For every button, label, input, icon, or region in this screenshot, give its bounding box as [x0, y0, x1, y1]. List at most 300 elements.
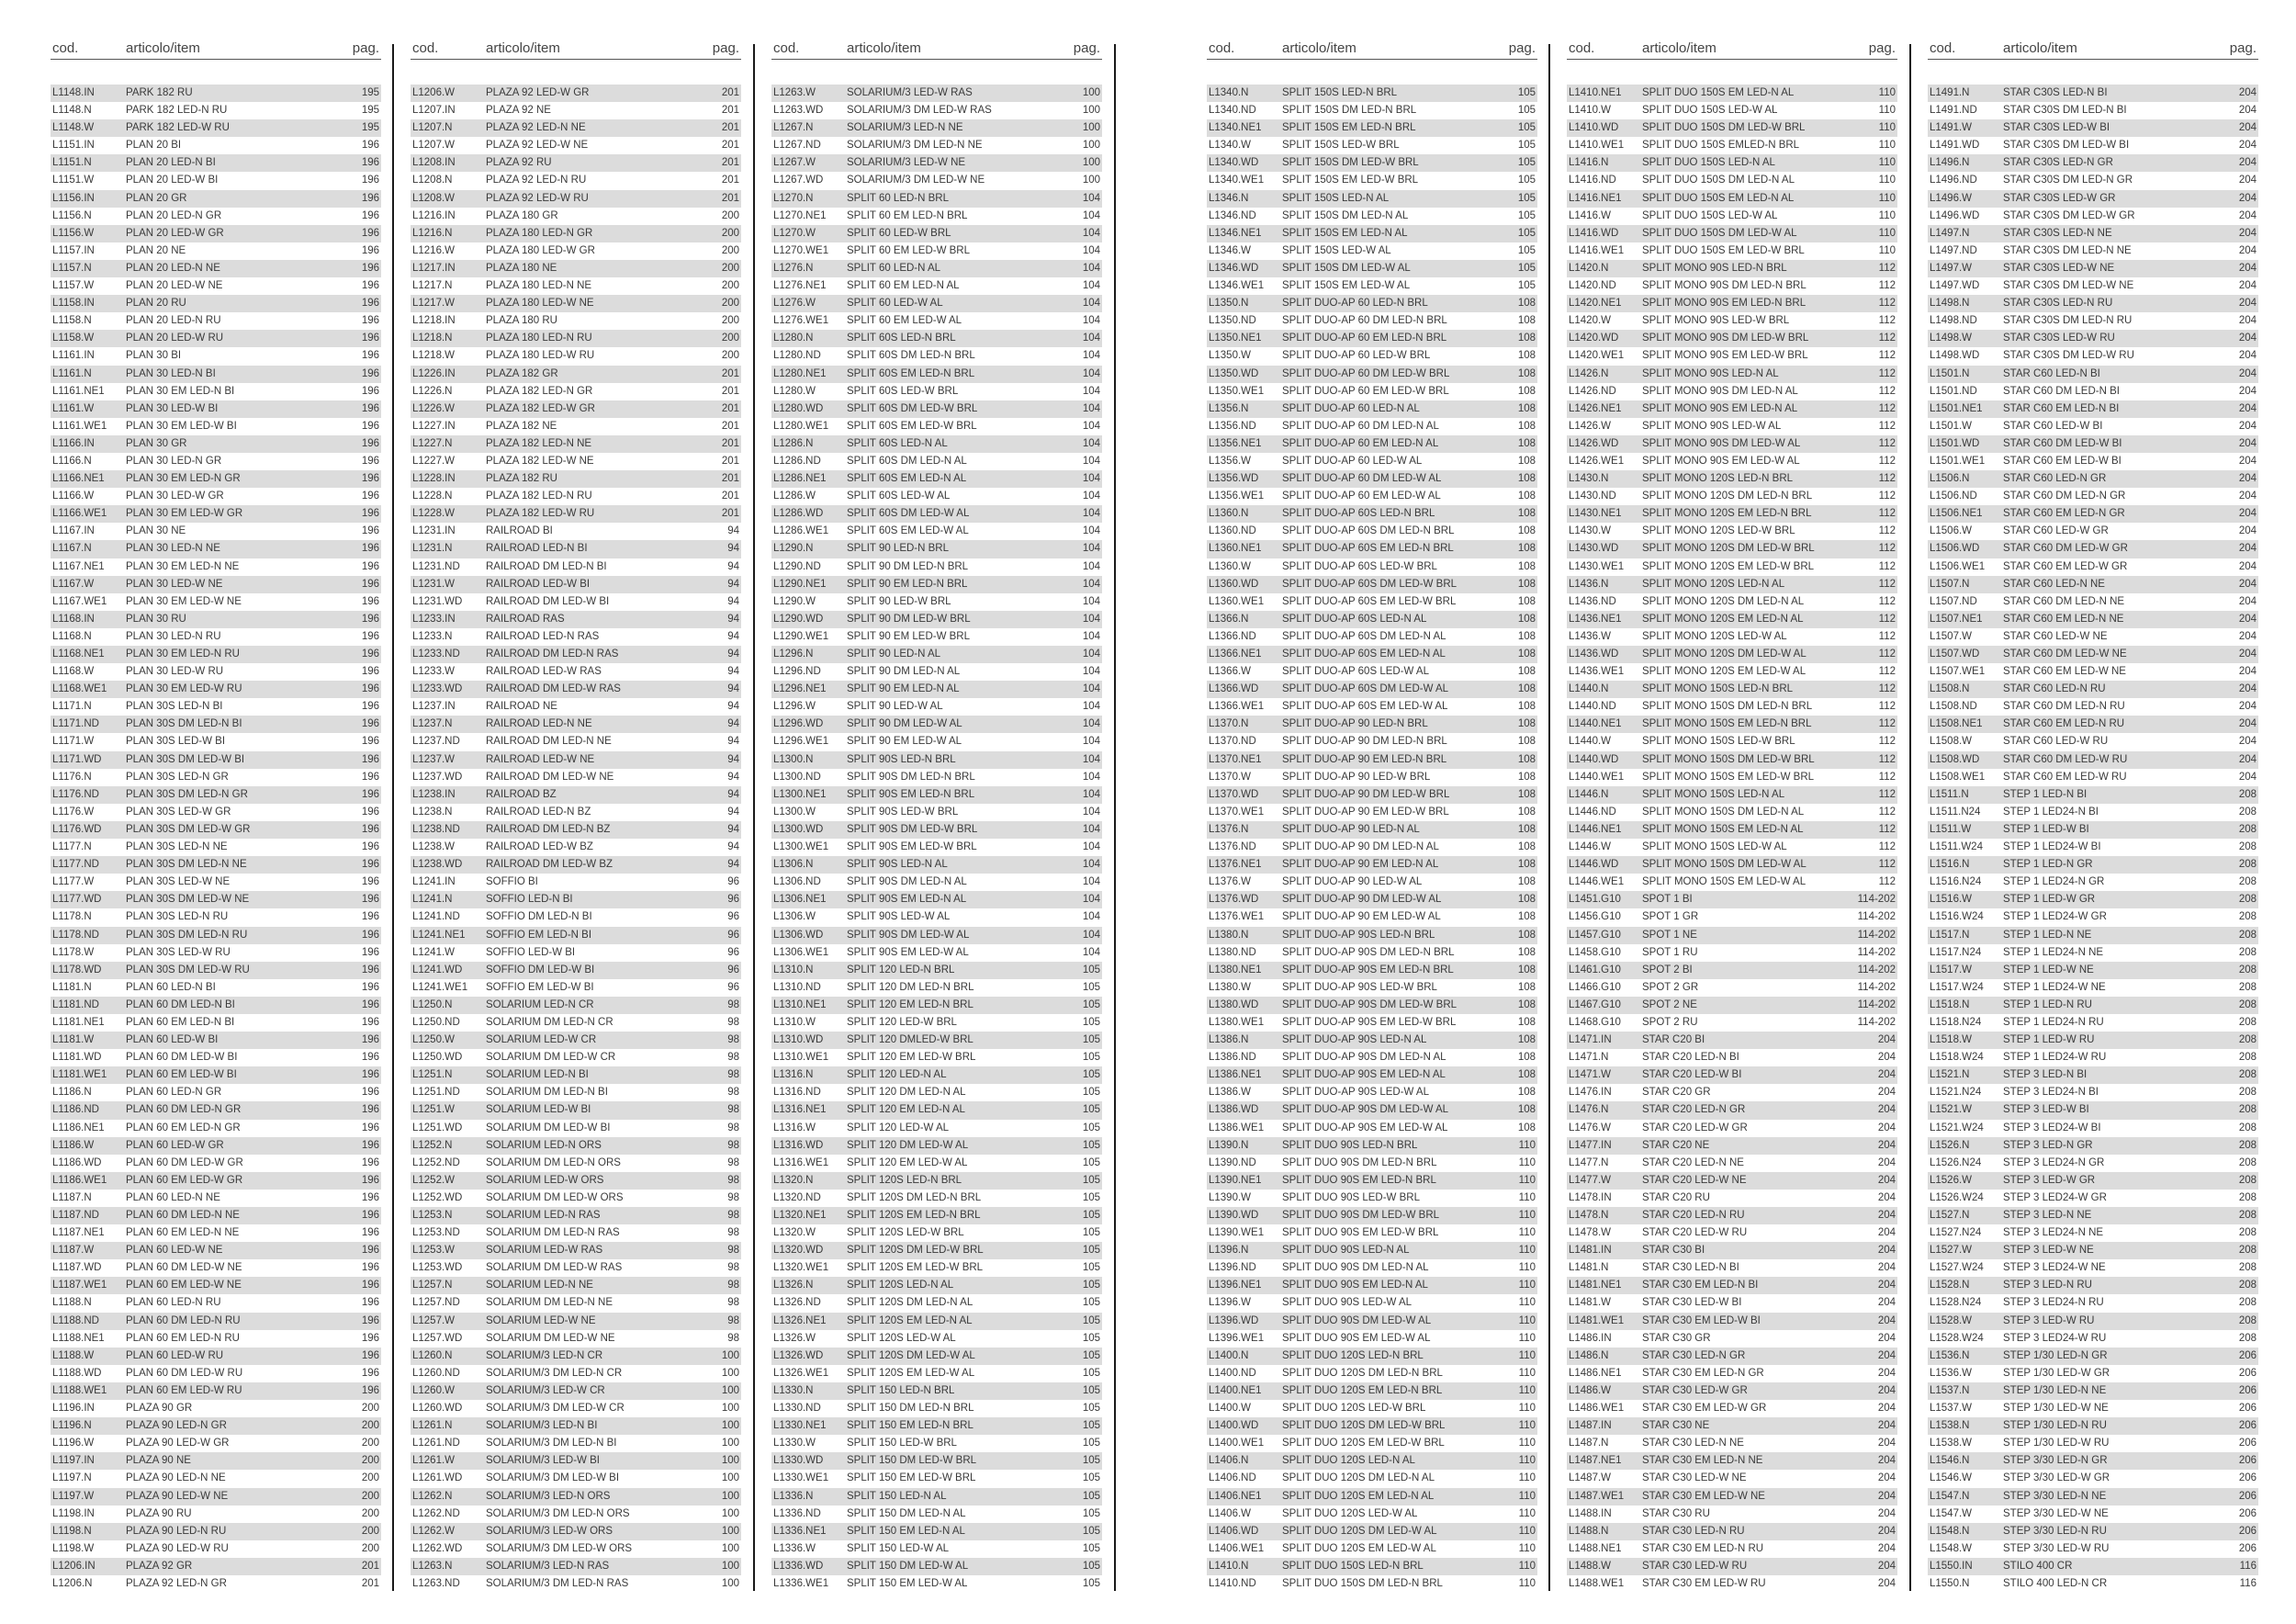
table-row: [1928, 1365, 2258, 1382]
item-code: L1261.ND: [412, 1438, 460, 1449]
item-name: SPLIT DUO-AP 60S DM LED-N AL: [1282, 630, 1446, 642]
table-row: [411, 681, 741, 698]
item-page: 204: [2238, 736, 2257, 748]
item-code: L1420.N: [1569, 262, 1609, 274]
item-page: 204: [2238, 140, 2257, 152]
item-name: PLAN 60 DM LED-W BI: [126, 1052, 238, 1064]
table-row: [1567, 225, 1897, 242]
table-row: [411, 1190, 741, 1207]
item-page: 104: [1082, 929, 1100, 941]
item-code: L1550.IN: [1930, 1560, 1973, 1572]
item-page: 94: [727, 630, 739, 642]
item-code: L1396.N: [1209, 1245, 1249, 1257]
item-code: L1238.ND: [412, 823, 460, 835]
item-code: L1336.W: [773, 1542, 816, 1554]
item-name: STEP 1 LED24-W RU: [2003, 1052, 2107, 1064]
item-code: L1207.W: [412, 140, 456, 152]
item-code: L1261.W: [412, 1455, 456, 1467]
table-row: [1207, 891, 1537, 908]
table-row: [1567, 1259, 1897, 1277]
item-page: 96: [727, 981, 739, 993]
item-name: SOLARIUM DM LED-W RAS: [486, 1262, 623, 1274]
item-code: L1406.W: [1209, 1507, 1252, 1519]
item-name: SPLIT 90 LED-W BRL: [847, 595, 951, 607]
item-name: SPLIT 150 EM LED-N BRL: [847, 1420, 974, 1432]
table-row: [1567, 102, 1897, 119]
table-row: [1567, 1575, 1897, 1593]
item-page: 204: [1877, 1069, 1896, 1081]
item-name: PLAN 60 LED-N NE: [126, 1191, 220, 1203]
item-code: L1511.W24: [1930, 841, 1983, 853]
item-page: 208: [2238, 1280, 2257, 1291]
item-page: 196: [361, 998, 379, 1010]
item-code: L1548.N: [1930, 1525, 1970, 1537]
table-row: [1207, 1382, 1537, 1400]
item-page: 114-202: [1857, 929, 1896, 941]
item-code: L1528.N: [1930, 1280, 1970, 1291]
item-name: SOLARIUM/3 DM LED-N ORS: [486, 1507, 630, 1519]
item-name: SPLIT MONO 90S EM LED-W BRL: [1642, 350, 1808, 362]
item-page: 114-202: [1857, 1016, 1896, 1028]
item-code: L1340.N: [1209, 87, 1249, 98]
item-name: PLAN 30S DM LED-W NE: [126, 894, 250, 906]
item-code: L1410.NE1: [1569, 87, 1622, 98]
item-name: SPLIT DUO-AP 90 DM LED-W AL: [1282, 894, 1442, 906]
item-code: L1481.NE1: [1569, 1280, 1622, 1291]
item-name: SPLIT DUO-AP 90 EM LED-N AL: [1282, 859, 1439, 871]
table-row: [771, 1452, 1102, 1470]
item-name: PLAZA 180 NE: [486, 262, 557, 274]
item-code: L1506.N: [1930, 473, 1970, 485]
table-row: [1567, 1330, 1897, 1348]
item-page: 196: [361, 595, 379, 607]
table-row: [771, 208, 1102, 225]
item-name: SPLIT DUO-AP 90 DM LED-W BRL: [1282, 788, 1450, 800]
table-row: [771, 1155, 1102, 1172]
item-code: L1360.NE1: [1209, 543, 1262, 555]
item-code: L1340.WE1: [1209, 175, 1265, 186]
item-name: PLAZA 180 LED-W NE: [486, 298, 594, 310]
item-name: STAR C30 LED-N RU: [1642, 1525, 1745, 1537]
item-name: SPLIT DUO-AP 60S EM LED-N AL: [1282, 648, 1446, 660]
table-row: [1567, 418, 1897, 435]
item-name: PLAN 30S LED-N GR: [126, 771, 229, 783]
table-row: [1207, 663, 1537, 681]
table-row: [1928, 663, 2258, 681]
table-row: [1207, 1101, 1537, 1119]
item-code: L1330.ND: [773, 1403, 821, 1415]
item-code: L1186.NE1: [52, 1122, 105, 1133]
item-page: 104: [1082, 771, 1100, 783]
table-row: [1207, 769, 1537, 786]
item-name: SPLIT 120S EM LED-W BRL: [847, 1262, 984, 1274]
item-name: SPLIT 90S DM LED-W AL: [847, 929, 970, 941]
table-row: [51, 366, 381, 383]
item-name: PLAN 30 RU: [126, 613, 186, 625]
item-name: PLAN 60 EM LED-W GR: [126, 1174, 243, 1186]
item-name: SPLIT 60S LED-N AL: [847, 437, 948, 449]
item-code: L1446.NE1: [1569, 823, 1622, 835]
item-name: SOLARIUM LED-N BI: [486, 1069, 589, 1081]
item-name: PLAN 20 LED-W NE: [126, 280, 223, 292]
item-name: SPLIT MONO 150S LED-W AL: [1642, 841, 1787, 853]
item-code: L1177.W: [52, 876, 95, 888]
item-page: 196: [361, 244, 379, 256]
table-row: [1207, 400, 1537, 418]
table-row: [1928, 1348, 2258, 1365]
table-row: [771, 1435, 1102, 1452]
item-code: L1436.NE1: [1569, 613, 1622, 625]
item-page: 105: [1082, 1542, 1100, 1554]
item-code: L1171.W: [52, 736, 95, 748]
item-name: SPLIT 150S DM LED-W AL: [1282, 262, 1411, 274]
item-page: 104: [1082, 262, 1100, 274]
item-code: L1250.W: [412, 1034, 456, 1046]
item-page: 104: [1082, 841, 1100, 853]
item-code: L1446.W: [1569, 841, 1612, 853]
item-name: SPLIT DUO-AP 60 EM LED-N BRL: [1282, 333, 1447, 344]
item-page: 94: [727, 736, 739, 748]
item-page: 114-202: [1857, 981, 1896, 993]
item-code: L1516.W: [1930, 894, 1973, 906]
item-name: STAR C60 EM LED-N RU: [2003, 718, 2125, 730]
table-row: [1207, 85, 1537, 102]
table-row: [1207, 1294, 1537, 1312]
table-row: [1928, 1382, 2258, 1400]
item-code: L1527.N24: [1930, 1227, 1982, 1239]
item-page: 108: [1517, 718, 1536, 730]
item-page: 110: [1518, 1314, 1536, 1326]
table-row: [1567, 137, 1897, 154]
item-name: STAR C30 LED-W GR: [1642, 1384, 1748, 1396]
item-name: STAR C30 LED-W RU: [1642, 1560, 1748, 1572]
item-name: SPLIT DUO 90S EM LED-W BRL: [1282, 1227, 1439, 1239]
item-code: L1270.WE1: [773, 244, 829, 256]
item-code: L1177.WD: [52, 894, 102, 906]
item-name: SPLIT 90 LED-N BRL: [847, 543, 950, 555]
table-row: [1567, 470, 1897, 488]
item-name: PLAZA 90 NE: [126, 1455, 191, 1467]
table-row: [51, 1313, 381, 1330]
item-code: L1320.NE1: [773, 1210, 827, 1221]
item-name: STAR C60 DM LED-N GR: [2003, 491, 2126, 502]
item-page: 204: [2238, 209, 2257, 221]
item-page: 110: [1518, 1507, 1536, 1519]
item-page: 112: [1878, 859, 1896, 871]
item-name: SOLARIUM LED-N CR: [486, 998, 594, 1010]
item-code: L1426.ND: [1569, 385, 1616, 397]
item-code: L1257.N: [412, 1280, 453, 1291]
item-page: 196: [361, 350, 379, 362]
item-page: 105: [1517, 122, 1536, 134]
item-name: PLAZA 180 GR: [486, 209, 558, 221]
item-code: L1498.W: [1930, 333, 1973, 344]
item-code: L1253.WD: [412, 1262, 463, 1274]
item-page: 208: [2238, 1139, 2257, 1151]
item-name: SPLIT 90S EM LED-W AL: [847, 946, 969, 958]
item-name: PLAZA 182 RU: [486, 473, 557, 485]
item-page: 196: [361, 437, 379, 449]
item-page: 105: [1082, 1191, 1100, 1203]
item-page: 112: [1878, 788, 1896, 800]
item-code: L1498.N: [1930, 298, 1970, 310]
table-row: [1207, 418, 1537, 435]
item-page: 200: [721, 227, 739, 239]
item-name: PLAN 30 LED-W GR: [126, 491, 224, 502]
item-code: L1536.W: [1930, 1367, 1973, 1379]
item-code: L1420.NE1: [1569, 298, 1622, 310]
item-code: L1370.N: [1209, 718, 1249, 730]
table-row: [1567, 698, 1897, 716]
table-row: [1928, 1488, 2258, 1506]
item-name: SPLIT MONO 120S DM LED-N BRL: [1642, 491, 1813, 502]
item-code: L1151.W: [52, 175, 95, 186]
item-name: PLAN 30S DM LED-W RU: [126, 964, 250, 976]
item-name: PLAN 20 LED-W RU: [126, 333, 224, 344]
item-code: L1396.W: [1209, 1297, 1252, 1309]
item-code: L1340.W: [1209, 140, 1252, 152]
item-name: SPLIT MONO 120S EM LED-N BRL: [1642, 508, 1812, 520]
item-page: 200: [361, 1525, 379, 1537]
item-code: L1196.N: [52, 1420, 92, 1432]
item-name: STEP 1 LED24-W NE: [2003, 981, 2106, 993]
item-name: PLAN 60 DM LED-N NE: [126, 1210, 240, 1221]
item-name: PLAZA 180 LED-N GR: [486, 227, 593, 239]
table-row: [771, 1207, 1102, 1224]
item-code: L1416.N: [1569, 157, 1609, 169]
table-row: [1567, 435, 1897, 453]
table-row: [411, 1207, 741, 1224]
table-row: [51, 1084, 381, 1101]
item-code: L1477.W: [1569, 1174, 1612, 1186]
item-name: STEP 1 LED-N BI: [2003, 788, 2088, 800]
item-name: SOFFIO DM LED-N BI: [486, 911, 592, 923]
table-row: [1567, 576, 1897, 593]
table-rows: [1207, 85, 1537, 1593]
table-row: [411, 856, 741, 874]
item-code: L1188.WE1: [52, 1384, 107, 1396]
item-name: SOLARIUM/3 DM LED-N NE: [847, 140, 983, 152]
item-page: 94: [727, 701, 739, 713]
item-code: L1176.WD: [52, 823, 102, 835]
item-code: L1501.NE1: [1930, 402, 1983, 414]
item-name: RAILROAD DM LED-N BI: [486, 560, 607, 572]
item-page: 104: [1082, 350, 1100, 362]
item-name: SPLIT DUO-AP 90S EM LED-N BRL: [1282, 964, 1454, 976]
table-row: [1567, 242, 1897, 260]
item-name: RAILROAD LED-N RAS: [486, 630, 600, 642]
item-name: PLAN 30S DM LED-N GR: [126, 788, 248, 800]
item-name: SPLIT MONO 120S LED-W AL: [1642, 630, 1787, 642]
item-name: PLAZA 90 LED-W GR: [126, 1438, 230, 1449]
item-page: 98: [727, 1016, 739, 1028]
item-code: L1296.WE1: [773, 736, 829, 748]
item-page: 196: [361, 1314, 379, 1326]
table-row: [51, 505, 381, 523]
item-name: SPLIT 150 LED-N AL: [847, 1490, 947, 1502]
item-code: L1486.IN: [1569, 1332, 1612, 1344]
item-name: SPLIT MONO 150S LED-W BRL: [1642, 736, 1795, 748]
item-page: 94: [727, 771, 739, 783]
item-code: L1350.ND: [1209, 315, 1256, 327]
item-code: L1481.N: [1569, 1262, 1609, 1274]
item-name: SPLIT 120S EM LED-W AL: [847, 1367, 975, 1379]
table-row: [771, 839, 1102, 856]
table-row: [771, 277, 1102, 295]
table-row: [51, 208, 381, 225]
item-code: L1507.WE1: [1930, 666, 1986, 678]
table-row: [771, 1014, 1102, 1032]
table-rows: [1567, 85, 1897, 1593]
item-page: 204: [2238, 701, 2257, 713]
item-name: STEP 1 LED24-W GR: [2003, 911, 2107, 923]
table-row: [51, 1470, 381, 1487]
item-name: SPLIT MONO 90S LED-W BRL: [1642, 315, 1790, 327]
item-page: 196: [361, 666, 379, 678]
item-code: L1481.W: [1569, 1297, 1612, 1309]
item-page: 94: [727, 823, 739, 835]
item-name: RAILROAD LED-W RAS: [486, 666, 602, 678]
table-row: [411, 628, 741, 646]
table-row: [411, 804, 741, 821]
table-row: [1567, 523, 1897, 540]
item-name: STAR C20 LED-N GR: [1642, 1104, 1746, 1116]
item-name: SOLARIUM DM LED-N NE: [486, 1297, 613, 1309]
item-page: 204: [1877, 1472, 1896, 1484]
item-page: 96: [727, 964, 739, 976]
table-row: [411, 1506, 741, 1523]
item-name: PLAN 30 LED-W RU: [126, 666, 224, 678]
item-name: PLAZA 92 LED-W RU: [486, 192, 589, 204]
item-page: 105: [1082, 1367, 1100, 1379]
item-name: SPLIT DUO 90S DM LED-W AL: [1282, 1314, 1432, 1326]
item-code: L1252.WD: [412, 1191, 463, 1203]
item-page: 196: [361, 683, 379, 695]
item-page: 201: [721, 105, 739, 117]
item-name: PLAN 30 LED-N BI: [126, 367, 216, 379]
item-code: L1488.W: [1569, 1560, 1612, 1572]
item-page: 112: [1878, 455, 1896, 467]
table-row: [1928, 1294, 2258, 1312]
table-row: [51, 1523, 381, 1540]
item-code: L1416.ND: [1569, 175, 1616, 186]
item-code: L1326.W: [773, 1332, 816, 1344]
item-code: L1471.IN: [1569, 1034, 1612, 1046]
item-page: 114-202: [1857, 998, 1896, 1010]
item-page: 104: [1082, 244, 1100, 256]
item-name: SPLIT 60S LED-W AL: [847, 491, 951, 502]
table-row: [1567, 593, 1897, 611]
item-page: 104: [1082, 491, 1100, 502]
item-page: 196: [361, 1174, 379, 1186]
item-page: 204: [2238, 753, 2257, 765]
table-row: [1567, 646, 1897, 663]
item-name: STEP 3 LED-N RU: [2003, 1280, 2092, 1291]
item-page: 208: [2238, 823, 2257, 835]
table-row: [1207, 1137, 1537, 1155]
item-name: STEP 1 LED-W GR: [2003, 894, 2096, 906]
table-row: [1207, 1558, 1537, 1575]
item-code: L1356.W: [1209, 455, 1252, 467]
item-code: L1280.NE1: [773, 367, 827, 379]
table-row: [51, 418, 381, 435]
item-code: L1233.IN: [412, 613, 456, 625]
item-page: 204: [2238, 87, 2257, 98]
table-row: [1567, 1400, 1897, 1417]
item-page: 104: [1082, 946, 1100, 958]
table-row: [51, 1101, 381, 1119]
table-row: [1207, 119, 1537, 137]
table-row: [51, 242, 381, 260]
item-page: 104: [1082, 701, 1100, 713]
item-code: L1527.W: [1930, 1245, 1973, 1257]
item-name: STAR C60 EM LED-N GR: [2003, 508, 2125, 520]
item-page: 98: [727, 1069, 739, 1081]
item-name: SPLIT DUO 120S EM LED-W BRL: [1282, 1438, 1445, 1449]
item-code: L1528.W24: [1930, 1332, 1984, 1344]
item-code: L1197.W: [52, 1490, 95, 1502]
table-row: [1207, 1488, 1537, 1506]
item-page: 105: [1082, 1332, 1100, 1344]
item-name: STAR C60 EM LED-W RU: [2003, 771, 2127, 783]
table-row: [411, 1084, 741, 1101]
item-name: STAR C30S LED-W BI: [2003, 122, 2110, 134]
table-rows: [771, 85, 1102, 1593]
item-code: L1430.W: [1569, 525, 1612, 537]
table-row: [771, 505, 1102, 523]
column-2: [411, 40, 741, 1593]
item-code: L1250.WD: [412, 1052, 463, 1064]
item-code: L1206.W: [412, 87, 456, 98]
item-code: L1286.WE1: [773, 525, 829, 537]
table-row: [1207, 944, 1537, 962]
table-row: [1207, 1066, 1537, 1084]
item-page: 208: [2238, 1245, 2257, 1257]
item-code: L1326.WE1: [773, 1367, 829, 1379]
header-code: cod.: [52, 40, 79, 56]
item-name: STAR C30 LED-W BI: [1642, 1297, 1742, 1309]
item-name: PLAN 30 LED-W BI: [126, 402, 219, 414]
item-page: 104: [1082, 420, 1100, 432]
item-name: SPLIT MONO 150S DM LED-N AL: [1642, 806, 1805, 818]
item-code: L1296.W: [773, 701, 816, 713]
item-page: 110: [1518, 1174, 1536, 1186]
table-row: [51, 1435, 381, 1452]
table-row: [1567, 611, 1897, 628]
item-page: 204: [1877, 1191, 1896, 1203]
item-page: 206: [2238, 1349, 2257, 1361]
item-page: 100: [721, 1384, 739, 1396]
table-row: [771, 593, 1102, 611]
item-code: L1497.WD: [1930, 280, 1980, 292]
column-divider: [392, 44, 394, 1591]
item-code: L1186.WD: [52, 1156, 102, 1168]
item-name: PLAN 30 EM LED-W NE: [126, 595, 242, 607]
table-row: [1567, 962, 1897, 979]
item-name: STILO 400 LED-N CR: [2003, 1577, 2108, 1589]
item-code: L1276.WE1: [773, 315, 829, 327]
item-code: L1156.N: [52, 209, 92, 221]
item-name: SPLIT MONO 120S DM LED-W BRL: [1642, 543, 1815, 555]
item-code: L1508.N: [1930, 683, 1970, 695]
column-4: [1207, 40, 1537, 1593]
item-name: SOLARIUM/3 LED-W BI: [486, 1455, 600, 1467]
item-code: L1157.IN: [52, 244, 95, 256]
item-page: 112: [1878, 280, 1896, 292]
item-name: SPLIT 90S LED-N AL: [847, 859, 948, 871]
table-row: [771, 119, 1102, 137]
item-name: PLAN 30 NE: [126, 525, 186, 537]
